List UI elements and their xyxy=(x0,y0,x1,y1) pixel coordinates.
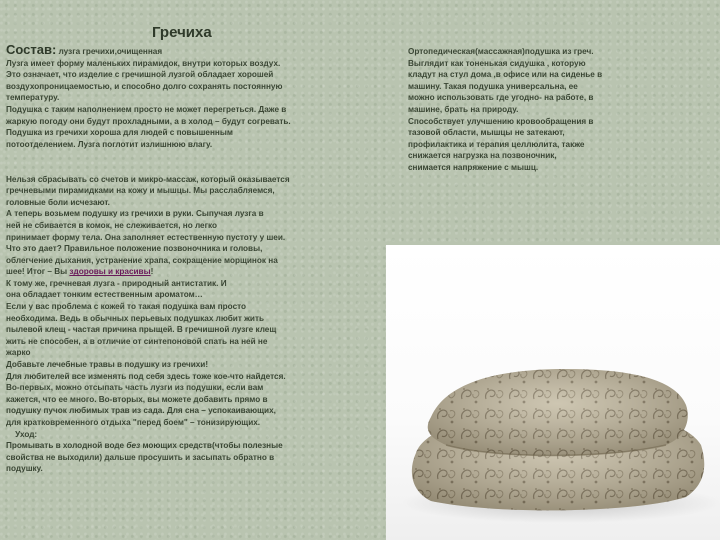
text-line: Ортопедическая(массажная)подушка из греч. xyxy=(408,47,594,56)
care-heading: Уход: xyxy=(6,429,38,439)
text-line xyxy=(6,266,388,278)
text-span: шее! Итог – Вы xyxy=(6,267,70,277)
text-line: жить не способен, а в отличие от синтепоновой спать на ней не xyxy=(6,336,268,346)
text-span: моющих средств(чтобы полезные xyxy=(140,441,283,451)
text-line: жарко xyxy=(6,348,31,358)
text-line: Во-первых, можно отсыпать часть лузги из подушки, если вам xyxy=(6,383,264,393)
text-line: снимается напряжение с мышц. xyxy=(408,162,539,172)
text-line: потоотделением. Лузга поглотит излишнюю влагу. xyxy=(6,139,213,149)
healthy-beautiful-link[interactable]: здоровы и красивы xyxy=(69,267,151,277)
text-line: для кратковременного отдыха "перед боем" – тонизирующих. xyxy=(6,418,261,427)
text-line: гречневыми пирамидками на кожу и мышцы. Мы расслабляемся, xyxy=(6,186,275,196)
text-line: жаркую погоду они будут прохладными, а в холод – будут согревать. xyxy=(6,116,291,126)
text-line: ней не сбивается в комок, не слеживается, но легко xyxy=(6,220,218,230)
text-span: Промывать в холодной воде xyxy=(6,441,127,451)
text-line: принимает форму тела. Она заполняет естественную пустоту у шеи. xyxy=(6,232,286,242)
text-line: Добавьте лечебные травы в подушку из гречихи! xyxy=(6,360,209,370)
text-line: А теперь возьмем подушку из гречихи в руки. Сыпучая лузга в xyxy=(6,209,264,219)
text-line: температуру. xyxy=(6,93,60,103)
text-line xyxy=(6,440,388,452)
text-line: она обладает тонким естественным ароматом… xyxy=(6,290,203,300)
text-line: Что это дает? Правильное положение позвоночника и головы, xyxy=(6,244,263,254)
text-line: машину. Такая подушка универсальна, ее xyxy=(408,81,578,91)
page-title: Гречиха xyxy=(152,24,212,41)
text-line: Выглядит как тоненькая сидушка , которую xyxy=(408,58,586,68)
text-line: снижается нагрузка на позвоночник, xyxy=(408,151,557,161)
text-line: пылевой клещ - частая причина прыщей. В гречишной лузге клещ xyxy=(6,325,277,335)
composition-label: Состав: xyxy=(6,42,57,57)
left-text-column xyxy=(6,44,388,475)
text-line: облегчение дыхания, устранение храпа, сокращение морщинок на xyxy=(6,255,278,265)
text-line: подушку пучок любимых трав из сада. Для сна – успокаивающих, xyxy=(6,406,276,416)
composition-text: лузга гречихи,очищенная xyxy=(56,47,163,56)
right-text-column xyxy=(408,46,658,174)
text-line: Лузга имеет форму маленьких пирамидок, внутри которых воздух. xyxy=(6,58,281,68)
text-line: можно использовать где угодно- на работе, в xyxy=(408,93,594,103)
composition-line xyxy=(6,44,388,58)
text-line: Способствует улучшению кровообращения в xyxy=(408,116,594,126)
text-span: ! xyxy=(150,267,154,277)
text-line: необходима. Ведь в обычных перьевых подушках любит жить xyxy=(6,313,265,323)
text-line: К тому же, гречневая лузга - природный антистатик. И xyxy=(6,278,227,288)
pillow-photo xyxy=(386,245,720,540)
text-line: Подушка с таким наполнением просто не может перегреться. Даже в xyxy=(6,104,287,114)
pillow-image xyxy=(386,245,720,540)
text-line: Если у вас проблема с кожей то такая подушка вам просто xyxy=(6,302,247,312)
text-line: Нельзя сбрасывать со счетов и микро-массаж, который оказывается xyxy=(6,174,290,184)
text-line: машине, брать на природу. xyxy=(408,104,519,114)
text-line: Подушка из гречихи хороша для людей с повышенным xyxy=(6,128,233,138)
text-line: подушку. xyxy=(6,464,43,474)
text-span-italic: без xyxy=(126,441,141,451)
text-line: тазовой области, мышцы не затекают, xyxy=(408,128,565,138)
text-line: кладут на стул дома ,в офисе или на сиденье в xyxy=(408,70,603,80)
text-line: головные боли исчезают. xyxy=(6,197,110,207)
text-line: воздухопроницаемостью, и способно долго сохранять постоянную xyxy=(6,81,283,91)
text-line: свойства не выходили) дальше просушить и засыпать обратно в xyxy=(6,452,275,462)
text-line: кажется, что ее много. Во-вторых, вы можете добавить прямо в xyxy=(6,394,268,404)
text-line: Для любителей все изменять под себя здесь тоже кое-что найдется. xyxy=(6,371,286,381)
text-line: профилактика и терапия целлюлита, также xyxy=(408,139,585,149)
text-line: Это означает, что изделие с гречишной лузгой обладает хорошей xyxy=(6,70,274,80)
